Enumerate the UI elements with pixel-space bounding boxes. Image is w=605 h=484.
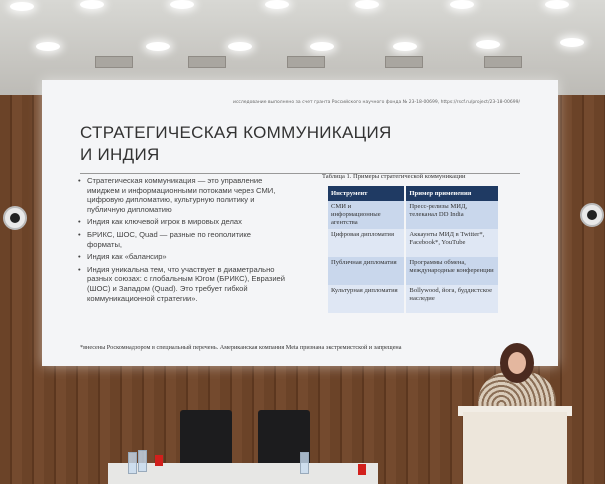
bullet-item: • Стратегическая коммуникация — это управление имиджем и информационными потоками через СМИ, цифровую дипломатию, культурную политику и публичную дипломатию (78, 176, 288, 214)
ceiling-light (310, 42, 334, 51)
bullet-item: • Индия как ключевой игрок в мировых делах (78, 217, 288, 227)
slide-title-line-1: СТРАТЕГИЧЕСКАЯ КОММУНИКАЦИЯ (80, 123, 392, 142)
ceiling-light (355, 0, 379, 9)
ceiling-light (393, 42, 417, 51)
security-camera-left (3, 206, 27, 230)
slide-title (80, 122, 392, 166)
table-cell: Пресс-релизы МИД, телеканал DD India (405, 201, 498, 229)
ceiling-light (36, 42, 60, 51)
bullet-list (78, 176, 288, 306)
ceiling-light (10, 2, 34, 11)
water-bottle (138, 450, 147, 472)
ceiling-vent (188, 56, 226, 68)
table-header-cell: Инструмент (328, 186, 405, 201)
table-cell: Публичная дипломатия (328, 257, 405, 285)
ceiling-vent (95, 56, 133, 68)
bullet-item: • БРИКС, ШОС, Quad — разные по геополитике форматы, (78, 230, 288, 249)
table-caption: Таблица 1. Примеры стратегической коммуникации (322, 173, 466, 180)
bullet-item: • Индия уникальна тем, что участвует в диаметрально разных союзах: с глобальным Югом (БРИКС), Евразией (ШОС) и Западом (Quad). Это требует гибкой коммуникационной стратегии». (78, 265, 288, 303)
red-cup (155, 455, 163, 466)
table-header-row (328, 186, 498, 201)
table-header-cell: Пример применения (405, 186, 498, 201)
ceiling-light (228, 42, 252, 51)
red-cup (358, 464, 366, 475)
slide-footnote: *внесены Роскомнадзором в специальный перечень. Американская компания Meta признана экстремистской и запрещена (80, 344, 402, 351)
slide-top-note: исследование выполнено за счет гранта Российского научного фонда № 23-18-00699, https://rscf.ru/project/23-18-00699/ (233, 100, 520, 105)
ceiling-light (265, 0, 289, 9)
presidium-desk (108, 463, 378, 484)
table-row (328, 257, 498, 285)
strategy-table (328, 186, 498, 313)
table-cell: Аккаунты МИД в Twitter*, Facebook*, YouTube (405, 229, 498, 257)
ceiling-light (450, 0, 474, 9)
table-row (328, 201, 498, 229)
table-cell: СМИ и информационные агентства (328, 201, 405, 229)
table-cell: Программы обмена, международные конференции (405, 257, 498, 285)
security-camera-right (580, 203, 604, 227)
ceiling-vent (287, 56, 325, 68)
ceiling-vent (385, 56, 423, 68)
speaker-face (508, 352, 526, 374)
ceiling-light (146, 42, 170, 51)
table-row (328, 285, 498, 313)
water-bottle (300, 452, 309, 474)
table-cell: Цифровая дипломатия (328, 229, 405, 257)
slide-title-line-2: И ИНДИЯ (80, 145, 160, 164)
ceiling-light (476, 40, 500, 49)
ceiling-light (80, 0, 104, 9)
office-chair (180, 410, 232, 470)
table-cell: Культурная дипломатия (328, 285, 405, 313)
ceiling-vent (484, 56, 522, 68)
ceiling-light (560, 38, 584, 47)
table-row (328, 229, 498, 257)
ceiling-light (170, 0, 194, 9)
podium (463, 412, 567, 484)
table-cell: Bollywood, йога, буддистское наследие (405, 285, 498, 313)
bullet-item: • Индия как «балансир» (78, 252, 288, 262)
ceiling-light (545, 0, 569, 9)
water-bottle (128, 452, 137, 474)
presentation-screen (42, 80, 558, 366)
